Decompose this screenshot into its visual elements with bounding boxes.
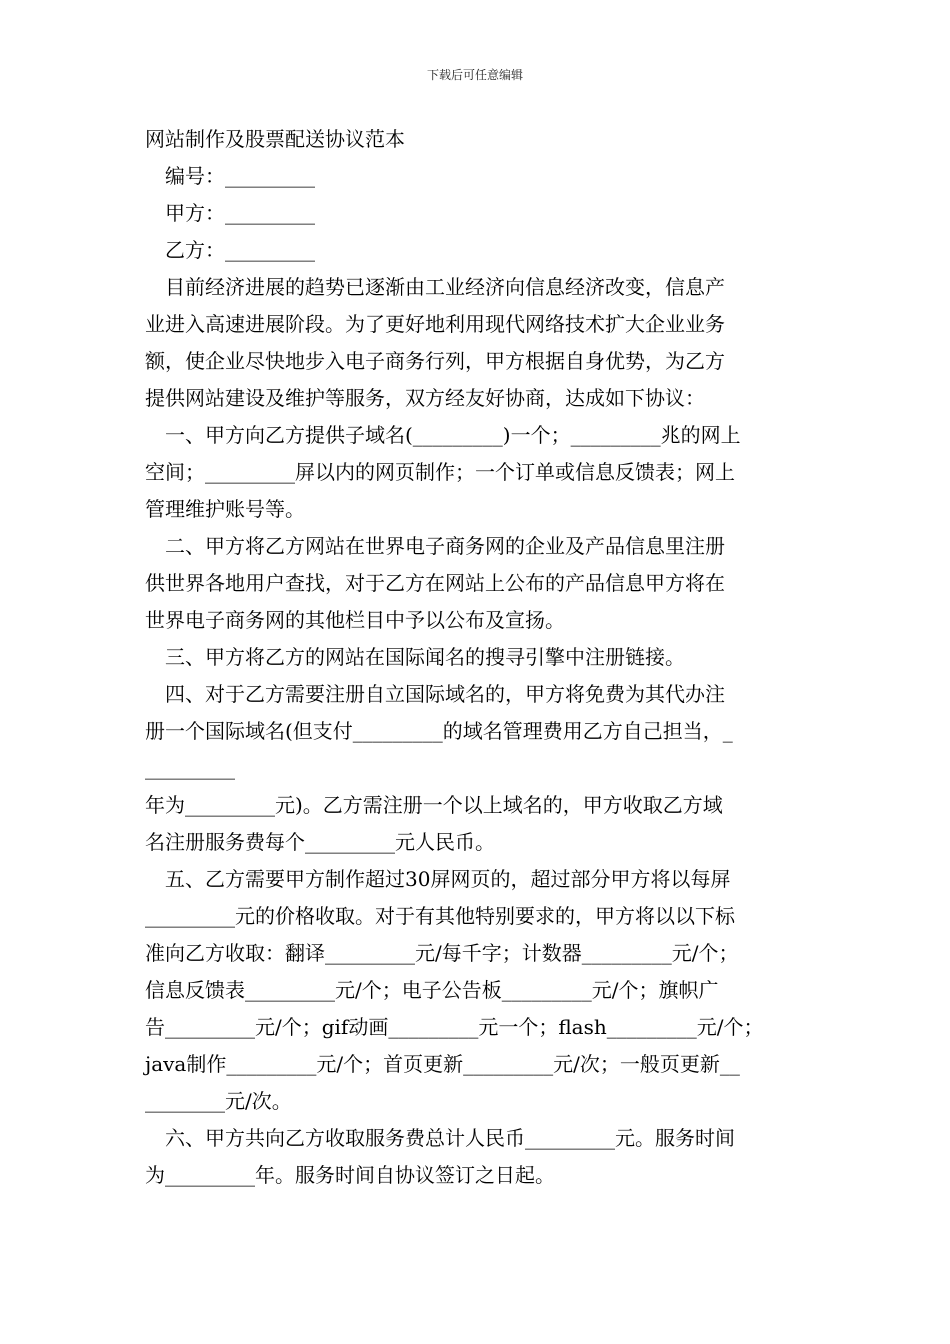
clause-4-line: 名注册服务费每个_________元人民币。 (145, 830, 495, 854)
document-title: 网站制作及股票配送协议范本 (145, 127, 405, 151)
page-header-note: 下载后可任意编辑 (426, 68, 523, 82)
clause-2-line: 供世界各地用户查找，对于乙方在网站上公布的产品信息甲方将在 (145, 571, 725, 595)
field-number: 编号：_________ (165, 164, 315, 188)
intro-line: 额，使企业尽快地步入电子商务行列，甲方根据自身优势，为乙方 (145, 349, 725, 373)
clause-4-line: 四、对于乙方需要注册自立国际域名的，甲方将免费为其代办注 (165, 682, 725, 706)
intro-line: 提供网站建设及维护等服务，双方经友好协商，达成如下协议： (145, 386, 705, 410)
clause-5-line: java制作_________元/个；首页更新_________元/次；一般页更新__ (145, 1052, 740, 1076)
clause-5-line: ________元/次。 (145, 1089, 292, 1113)
clause-5-line: 准向乙方收取：翻译_________元/每千字；计数器_________元/个； (145, 941, 739, 965)
clause-1-line: 空间；_________屏以内的网页制作；一个订单或信息反馈表；网上 (145, 460, 735, 484)
clause-4-line: 册一个国际域名(但支付_________的域名管理费用乙方自己担当，_ (145, 719, 733, 743)
intro-line: 业进入高速进展阶段。为了更好地利用现代网络技术扩大企业业务 (145, 312, 725, 336)
clause-5-line: 信息反馈表_________元/个；电子公告板_________元/个；旗帜广 (145, 978, 719, 1002)
clause-5-line: _________元的价格收取。对于有其他特别要求的，甲方将以以下标 (145, 904, 735, 928)
clause-3-line: 三、甲方将乙方的网站在国际闻名的搜寻引擎中注册链接。 (165, 645, 685, 669)
clause-5-line: 告_________元/个；gif动画_________元一个；flash_________元/个； (145, 1015, 764, 1039)
clause-2-line: 世界电子商务网的其他栏目中予以公布及宣扬。 (145, 608, 565, 632)
clause-5-line: 五、乙方需要甲方制作超过30屏网页的，超过部分甲方将以每屏 (165, 867, 731, 891)
clause-2-line: 二、甲方将乙方网站在世界电子商务网的企业及产品信息里注册 (165, 534, 725, 558)
clause-1-line: 一、甲方向乙方提供子域名(_________)一个；_________兆的网上 (165, 423, 741, 447)
field-party-a: 甲方：_________ (165, 201, 315, 225)
clause-4-line: _________ (145, 756, 235, 780)
clause-4-line: 年为_________元)。乙方需注册一个以上域名的，甲方收取乙方域 (145, 793, 723, 817)
document-body (145, 121, 810, 1194)
field-party-b: 乙方：_________ (165, 238, 315, 262)
clause-6-line: 六、甲方共向乙方收取服务费总计人民币_________元。服务时间 (165, 1126, 735, 1150)
intro-line: 目前经济进展的趋势已逐渐由工业经济向信息经济改变，信息产 (165, 275, 725, 299)
clause-1-line: 管理维护账号等。 (145, 497, 305, 521)
clause-6-line: 为_________年。服务时间自协议签订之日起。 (145, 1163, 555, 1187)
